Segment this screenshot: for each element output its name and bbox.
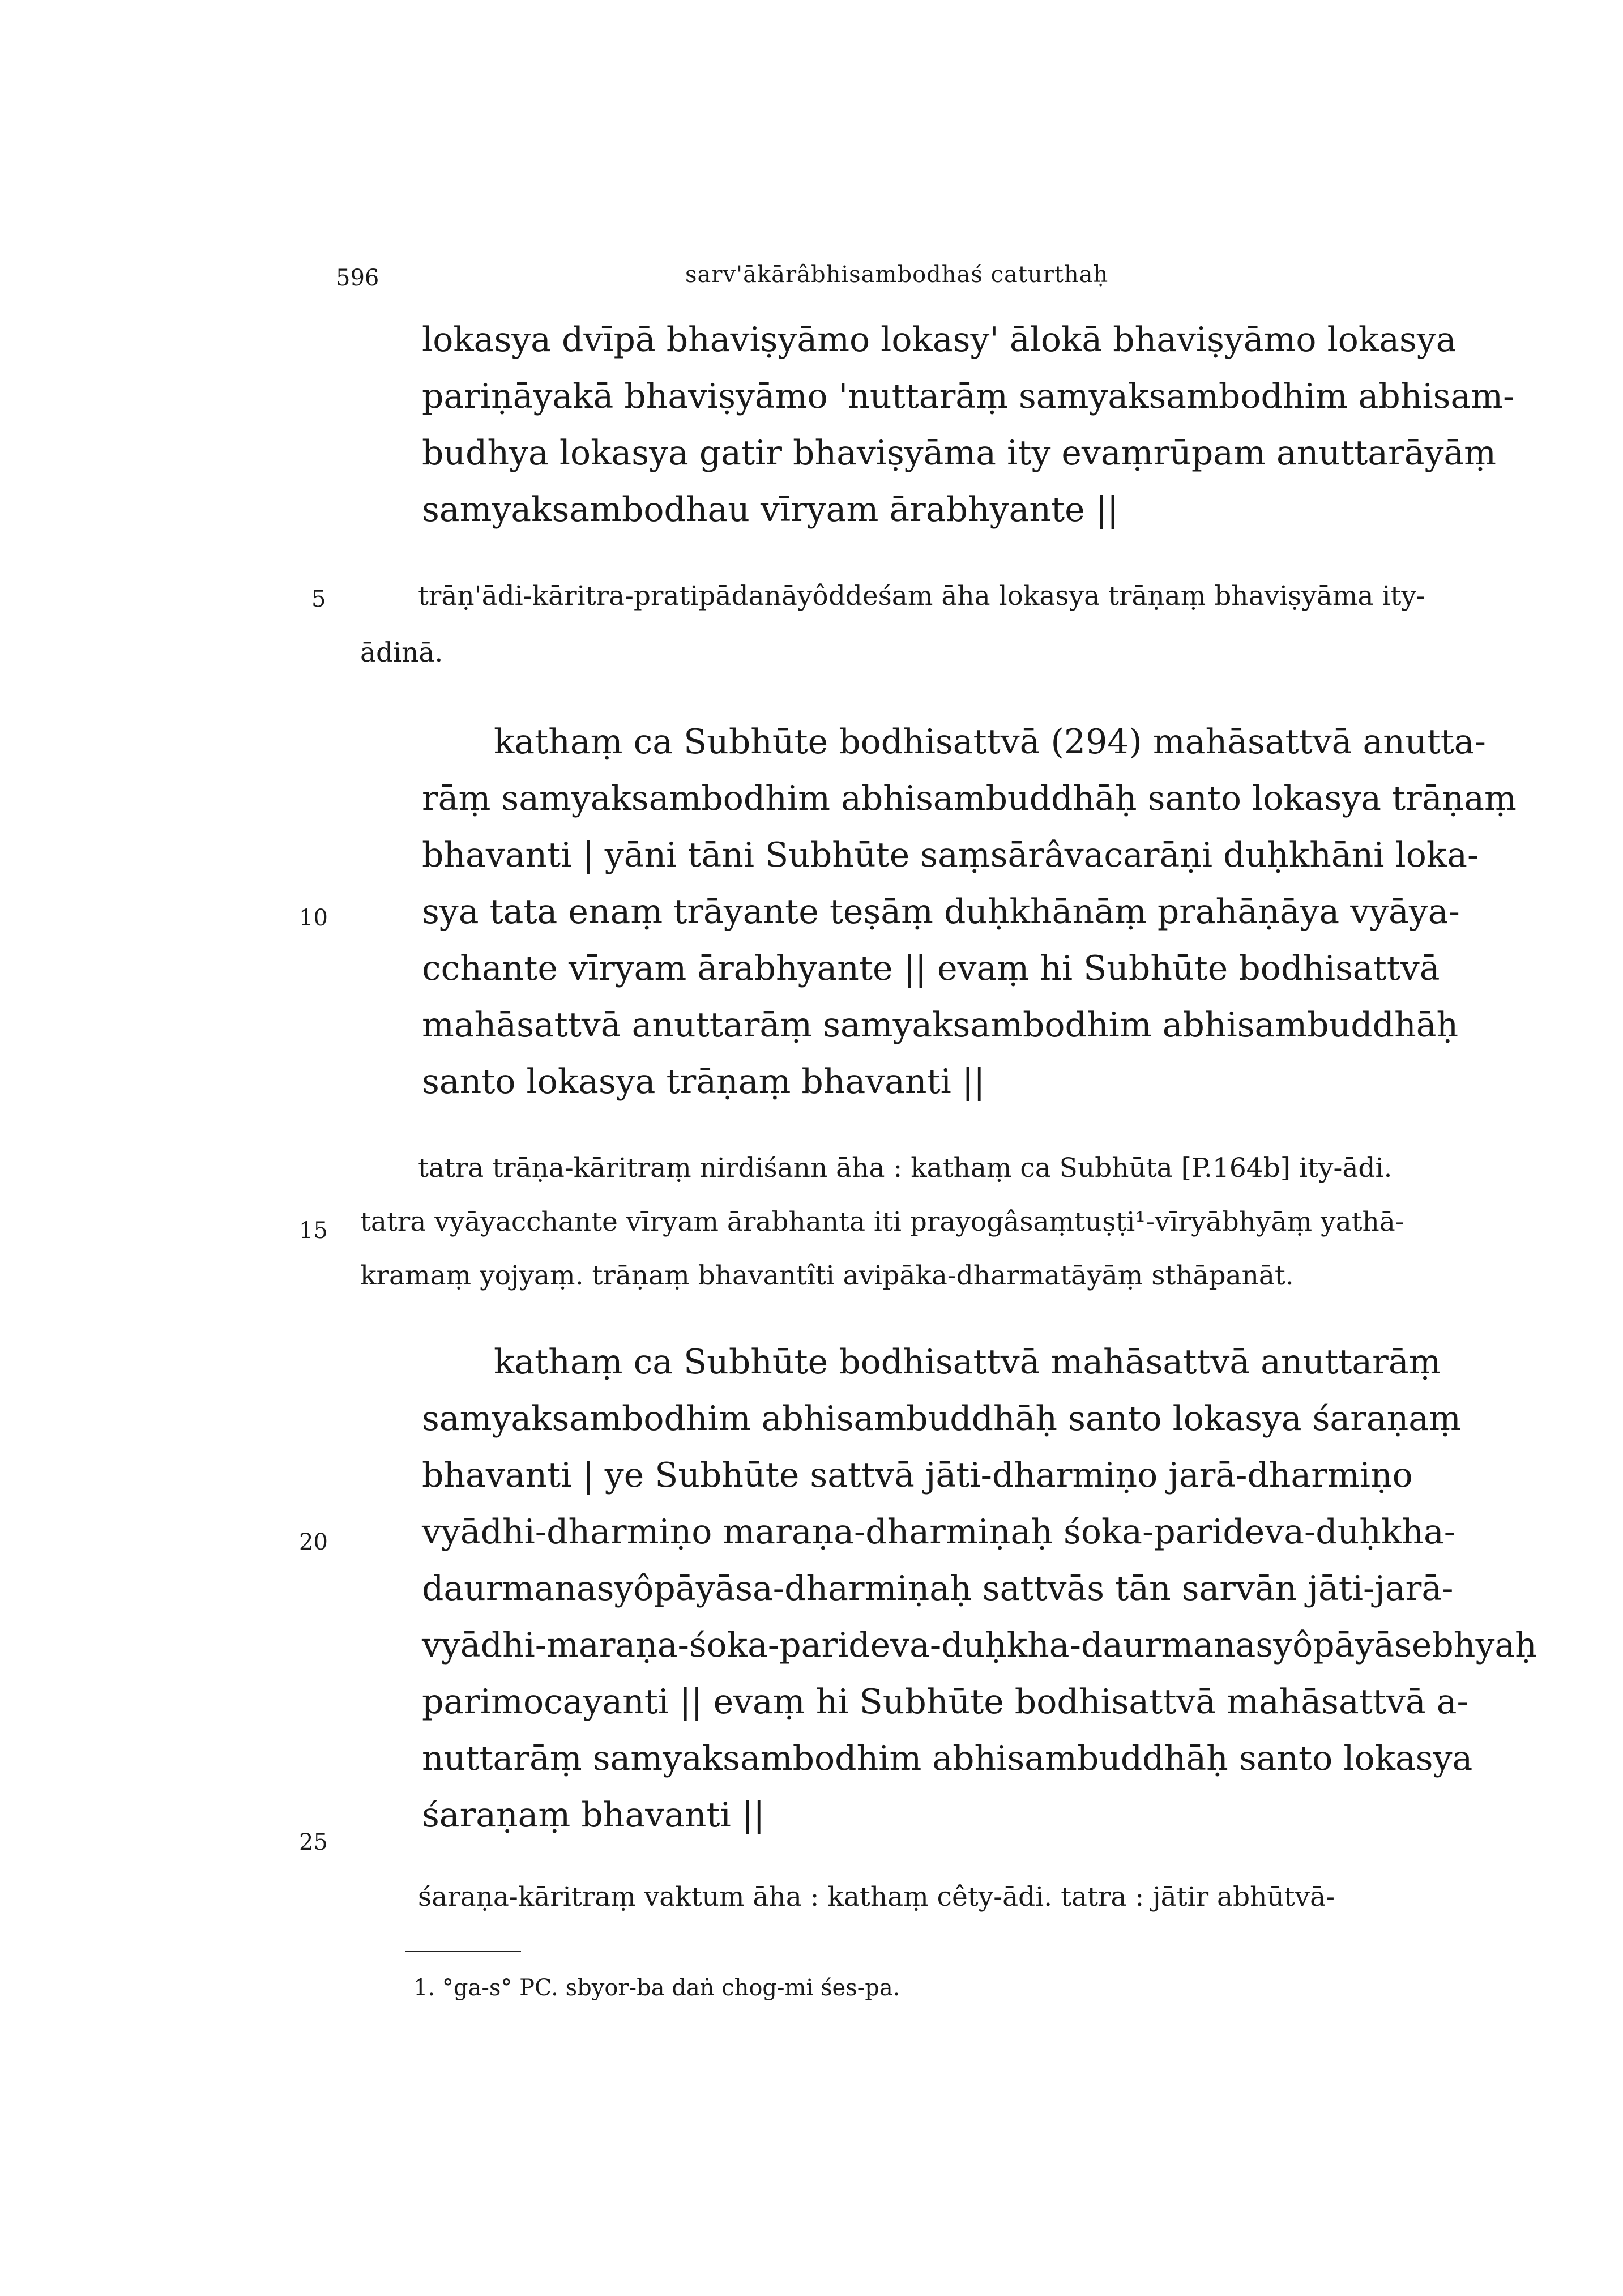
commentary-line: śaraṇa-kāritraṃ vaktum āha : kathaṃ cêty-ādi. tatra : jātir abhūtvā- <box>418 1881 1335 1913</box>
text-line: śaraṇaṃ bhavanti || <box>422 1795 765 1835</box>
commentary-line: trāṇ'ādi-kāritra-pratipādanāyôddeśam āha lokasya trāṇaṃ bhaviṣyāma ity- <box>418 581 1425 612</box>
text-line: cchante vīryam ārabhyante || evaṃ hi Subhūte bodhisattvā <box>422 949 1440 988</box>
page-number: 596 <box>336 265 379 291</box>
text-line: budhya lokasya gatir bhaviṣyāma ity evaṃrūpam anuttarāyāṃ <box>422 433 1497 473</box>
text-line: bhavanti | ye Subhūte sattvā jāti-dharmiṇo jarā-dharmiṇo <box>422 1456 1413 1495</box>
text-line: kathaṃ ca Subhūte bodhisattvā mahāsattvā anuttarāṃ <box>494 1342 1441 1382</box>
text-line: vyādhi-maraṇa-śoka-parideva-duḥkha-daurmanasyôpāyāsebhyaḥ <box>422 1625 1537 1665</box>
text-line: mahāsattvā anuttarāṃ samyaksambodhim abhisambuddhāḥ <box>422 1005 1459 1045</box>
commentary-line: tatra trāṇa-kāritraṃ nirdiśann āha : kathaṃ ca Subhūta [P.164b] ity-ādi. <box>418 1153 1393 1184</box>
text-line: daurmanasyôpāyāsa-dharmiṇaḥ sattvās tān sarvān jāti-jarā- <box>422 1569 1454 1608</box>
commentary-line: kramaṃ yojyaṃ. trāṇaṃ bhavantîti avipāka-dharmatāyāṃ sthāpanāt. <box>360 1260 1294 1291</box>
text-line: rāṃ samyaksambodhim abhisambuddhāḥ santo lokasya trāṇaṃ <box>422 779 1517 818</box>
text-line: nuttarāṃ samyaksambodhim abhisambuddhāḥ santo lokasya <box>422 1739 1473 1778</box>
text-line: sya tata enaṃ trāyante teṣāṃ duḥkhānāṃ prahāṇāya vyāya- <box>422 892 1460 932</box>
text-line: vyādhi-dharmiṇo maraṇa-dharmiṇaḥ śoka-parideva-duḥkha- <box>422 1512 1455 1552</box>
line-number: 15 <box>299 1218 328 1244</box>
text-line: bhavanti | yāni tāni Subhūte saṃsārâvacarāṇi duḥkhāni loka- <box>422 835 1479 875</box>
text-line: santo lokasya trāṇaṃ bhavanti || <box>422 1062 985 1102</box>
text-line: kathaṃ ca Subhūte bodhisattvā (294) mahāsattvā anutta- <box>494 722 1486 762</box>
text-line: parimocayanti || evaṃ hi Subhūte bodhisattvā mahāsattvā a- <box>422 1682 1468 1722</box>
line-number: 20 <box>299 1529 328 1555</box>
line-number: 10 <box>299 905 328 931</box>
text-line: lokasya dvīpā bhaviṣyāmo lokasy' ālokā bhaviṣyāmo lokasya <box>422 320 1457 360</box>
footnote: 1. °ga-s° PC. sbyor-ba daṅ chog-mi śes-pa. <box>413 1975 900 2001</box>
commentary-line: tatra vyāyacchante vīryam ārabhanta iti prayogâsaṃtuṣṭi¹-vīryābhyāṃ yathā- <box>360 1206 1404 1237</box>
text-line: pariṇāyakā bhaviṣyāmo 'nuttarāṃ samyaksambodhim abhisam- <box>422 377 1515 416</box>
footnote-rule <box>405 1951 521 1952</box>
text-line: samyaksambodhau vīryam ārabhyante || <box>422 490 1119 530</box>
text-line: samyaksambodhim abhisambuddhāḥ santo lokasya śaraṇaṃ <box>422 1399 1461 1439</box>
line-number: 5 <box>311 586 326 612</box>
line-number: 25 <box>299 1829 328 1855</box>
commentary-line: ādinā. <box>360 637 443 668</box>
running-title: sarv'ākārâbhisambodhaś caturthaḥ <box>685 262 1109 288</box>
